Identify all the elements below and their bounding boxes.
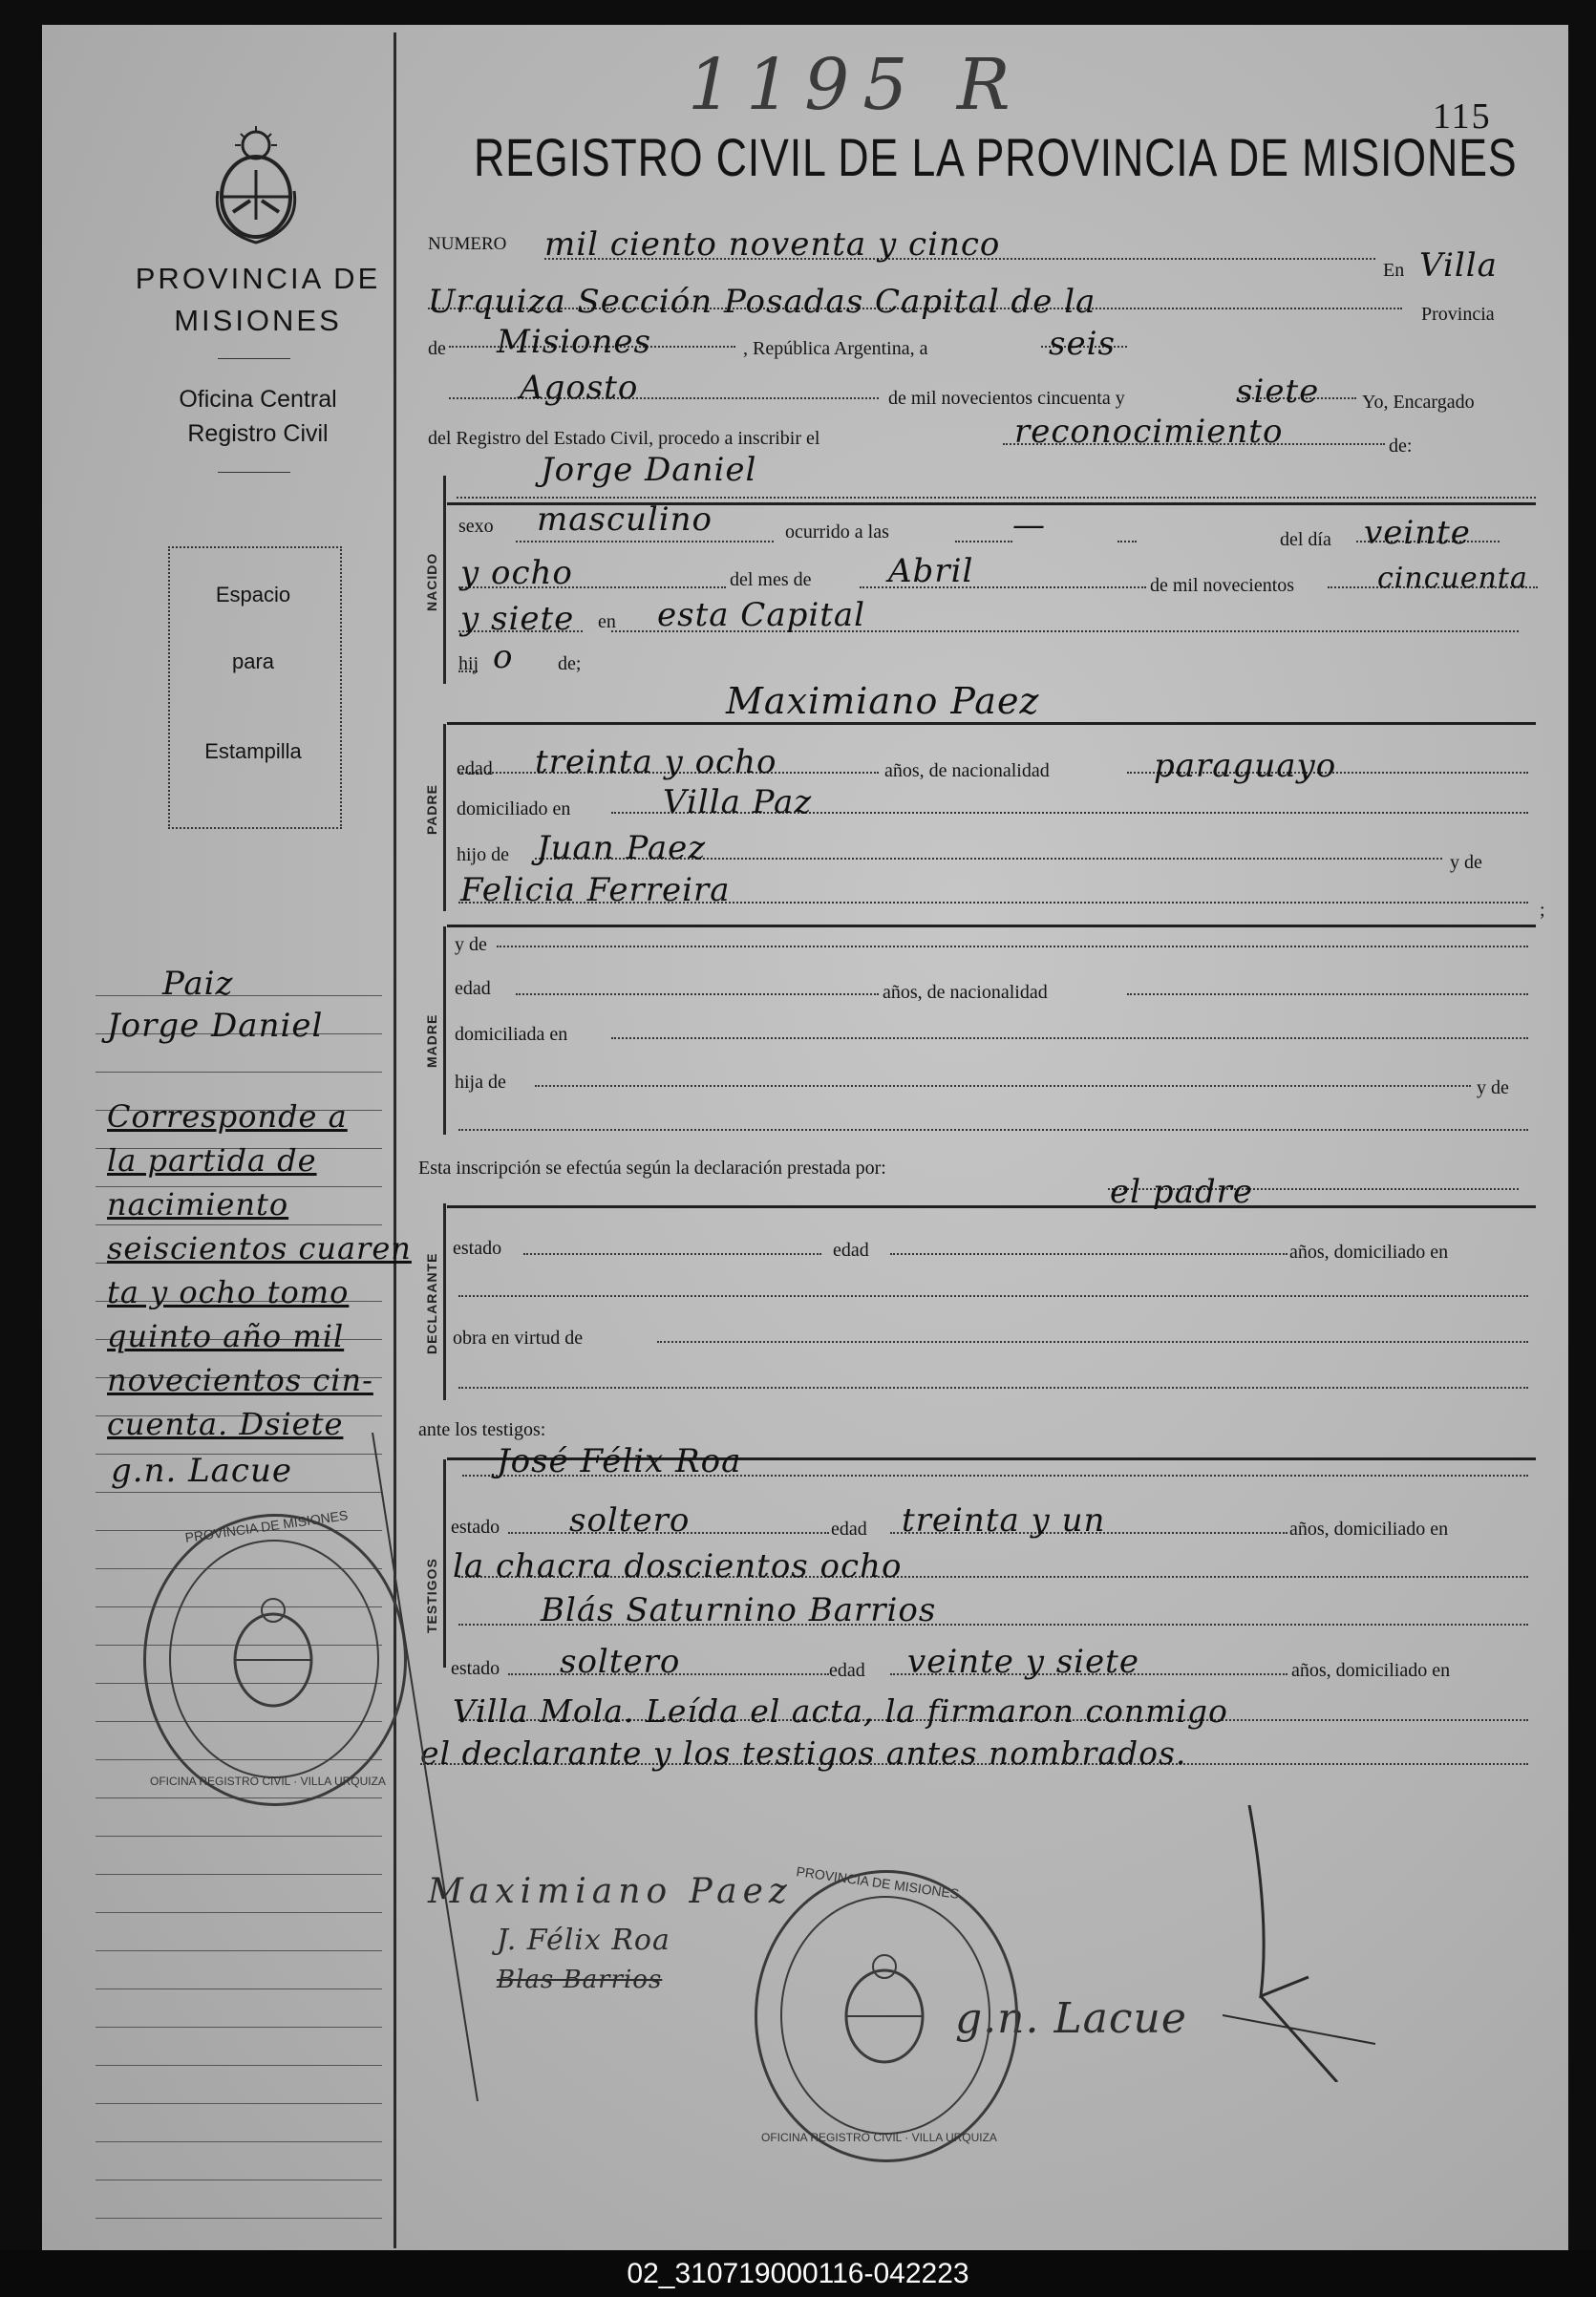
- label-de: de: [428, 338, 446, 359]
- seal-text-bottom: OFICINA REGISTRO CIVIL · VILLA URQUIZA: [150, 1775, 386, 1788]
- fill-line: [458, 1129, 1528, 1131]
- value-numero: mil ciento noventa y cinco: [544, 225, 1001, 264]
- section-tab-padre: PADRE: [424, 784, 439, 835]
- signature-3: Blas Barrios: [497, 1966, 663, 1994]
- label-t1-edad: edad: [831, 1519, 867, 1540]
- signature-4: g.n. Lacue: [955, 1994, 1187, 2043]
- margin-rule: [96, 995, 382, 996]
- stamp-label-1: Espacio: [215, 583, 291, 606]
- value-t2-edad: veinte y siete: [907, 1643, 1139, 1681]
- record-number-handwritten: 1195 R: [688, 44, 1024, 126]
- child-name: Jorge Daniel: [541, 451, 757, 489]
- value-dia2: y ocho: [460, 554, 573, 592]
- stamp-label-2: para: [231, 649, 275, 673]
- value-lugar: esta Capital: [657, 596, 866, 634]
- divider: [218, 472, 290, 473]
- label-decl-obra: obra en virtud de: [453, 1328, 584, 1349]
- label-hij: hij: [458, 653, 479, 674]
- value-en: Villa: [1419, 246, 1498, 285]
- margin-rule: [96, 1950, 382, 1951]
- footer-code: 02_310719000116-042223: [0, 2250, 1596, 2297]
- fill-line: [516, 993, 879, 995]
- label-t1-anos: años, domiciliado en: [1289, 1519, 1449, 1540]
- label-testigos: ante los testigos:: [418, 1419, 546, 1440]
- value-nac-year1: cincuenta: [1377, 562, 1528, 595]
- section-tab-testigos: TESTIGOS: [424, 1558, 439, 1633]
- fill-line: [535, 1085, 1471, 1087]
- fill-line: [523, 1253, 821, 1255]
- label-padre-edad: edad: [457, 758, 493, 779]
- fill-line: [1117, 541, 1137, 542]
- margin-rule: [96, 2141, 382, 2142]
- bracket-padre: [443, 724, 446, 911]
- label-madre-hija: hija de: [455, 1072, 506, 1093]
- label-encargado: Yo, Encargado: [1362, 392, 1475, 413]
- fill-line: [458, 1387, 1528, 1389]
- label-padre-yde: y de: [1450, 852, 1482, 873]
- signature-flourish: [1223, 1805, 1394, 2082]
- seal-arms-icon: [832, 1949, 937, 2074]
- label-t2-edad: edad: [829, 1660, 865, 1681]
- value-sexo: masculino: [537, 500, 713, 539]
- margin-rule: [96, 2103, 382, 2104]
- value-t1-dom: la chacra doscientos ocho: [453, 1547, 903, 1585]
- value-location: Urquiza Sección Posadas Capital de la: [428, 283, 1096, 321]
- section-tab-madre: MADRE: [424, 1013, 439, 1068]
- fill-line: [516, 541, 774, 542]
- margin-rule: [96, 2065, 382, 2066]
- fill-line: [611, 1037, 1528, 1039]
- office-line1: Oficina Central: [179, 386, 337, 413]
- value-day: seis: [1049, 325, 1116, 363]
- value-hour: —: [1012, 506, 1046, 544]
- signature-2: J. Félix Roa: [497, 1924, 670, 1957]
- label-madre-nac: años, de nacionalidad: [883, 982, 1048, 1003]
- label-decl-edad: edad: [833, 1240, 869, 1261]
- value-month: Agosto: [520, 369, 639, 407]
- value-act: reconocimiento: [1014, 413, 1284, 451]
- bracket-nacido: [443, 476, 446, 684]
- margin-note-line: la partida de: [107, 1142, 317, 1179]
- value-t2-name: Blás Saturnino Barrios: [541, 1591, 937, 1629]
- margin-rule: [96, 1224, 382, 1225]
- margin-note-line: ta y ocho tomo: [107, 1274, 350, 1310]
- label-madre-edad: edad: [455, 978, 491, 999]
- margin-note-line: nacimiento: [107, 1186, 289, 1223]
- province-title: PROVINCIA DE MISIONES: [135, 262, 381, 337]
- label-mes: del mes de: [730, 569, 812, 590]
- margin-note-line: novecientos cin-: [107, 1362, 373, 1398]
- label-padre-dom: domiciliado en: [457, 798, 571, 819]
- father-name: Maximiano Paez: [726, 680, 1040, 722]
- label-padre-hijo: hijo de: [457, 844, 509, 865]
- label-mil: de mil novecientos: [1150, 575, 1295, 596]
- fill-line: [457, 497, 1536, 499]
- fill-line: [449, 397, 879, 399]
- page-number: 115: [1433, 96, 1492, 137]
- label-decl-estado: estado: [453, 1238, 502, 1259]
- fill-line: [458, 1295, 1528, 1297]
- label-declaracion: Esta inscripción se efectúa según la declaración prestada por:: [418, 1158, 886, 1179]
- fill-line: [1127, 993, 1528, 995]
- value-padre-edad: treinta y ocho: [535, 743, 777, 781]
- seal-text-top: PROVINCIA DE MISIONES: [183, 1507, 350, 1545]
- value-dia1: veinte: [1364, 514, 1471, 552]
- seal-text-bottom: OFICINA REGISTRO CIVIL · VILLA URQUIZA: [761, 2131, 997, 2144]
- label-de-colon: de:: [1389, 436, 1413, 457]
- value-padre-nac: paraguayo: [1154, 747, 1337, 785]
- margin-rule: [96, 1492, 382, 1493]
- bracket-madre: [443, 926, 446, 1135]
- section-tab-nacido: NACIDO: [424, 552, 439, 611]
- margin-note-line: seiscientos cuaren: [107, 1230, 412, 1266]
- label-padre-semicolon: ;: [1540, 900, 1545, 921]
- label-sexo: sexo: [458, 516, 494, 537]
- label-hij-de: de;: [558, 653, 582, 674]
- label-ocurrido: ocurrido a las: [785, 521, 889, 542]
- margin-rule: [96, 1836, 382, 1837]
- value-nac-year2: y siete: [460, 600, 575, 638]
- stamp-label-3: Estampilla: [204, 739, 302, 763]
- label-t1-estado: estado: [451, 1517, 500, 1538]
- label-registro: del Registro del Estado Civil, procedo a inscribir el: [428, 428, 820, 449]
- value-padre-hijo: Juan Paez: [537, 829, 707, 867]
- label-decl-anos: años, domiciliado en: [1289, 1242, 1449, 1263]
- value-closing: el declarante y los testigos antes nombrados.: [420, 1734, 1187, 1772]
- value-t1-edad: treinta y un: [902, 1501, 1106, 1540]
- margin-rule: [96, 1912, 382, 1913]
- margin-stroke: [363, 1433, 497, 2101]
- section-rule: [447, 1205, 1536, 1208]
- label-t2-anos: años, domiciliado en: [1291, 1660, 1451, 1681]
- label-en: En: [1383, 260, 1405, 281]
- value-padre-madre: Felicia Ferreira: [460, 871, 731, 909]
- margin-rule: [96, 1874, 382, 1875]
- margin-rule: [96, 2027, 382, 2028]
- label-nac-en: en: [598, 611, 616, 632]
- value-provincia: Misiones: [497, 323, 651, 361]
- fill-line: [1309, 258, 1375, 260]
- label-padre-nac: años, de nacionalidad: [884, 760, 1050, 781]
- section-rule: [447, 722, 1536, 725]
- coat-of-arms-icon: [212, 124, 300, 245]
- value-t2-estado: soltero: [560, 1643, 681, 1681]
- value-hij: o: [493, 638, 514, 676]
- seal-arms-icon: [221, 1593, 326, 1717]
- section-tab-declarante: DECLARANTE: [424, 1252, 439, 1354]
- margin-note-line: Corresponde a: [107, 1098, 348, 1135]
- margin-initials: g.n. Lacue: [111, 1452, 292, 1490]
- value-t1-name: José Félix Roa: [497, 1442, 742, 1480]
- margin-rule: [96, 2218, 382, 2219]
- section-rule: [447, 925, 1536, 927]
- margin-name2: Jorge Daniel: [107, 1007, 324, 1045]
- value-t1-estado: soltero: [569, 1501, 691, 1540]
- office-line2: Registro Civil: [187, 420, 329, 447]
- label-madre-yde-end: y de: [1477, 1077, 1509, 1098]
- label-numero: NUMERO: [428, 234, 507, 254]
- margin-name1: Paiz: [162, 965, 234, 1003]
- margin-rule: [96, 1072, 382, 1073]
- label-del-dia: del día: [1280, 529, 1331, 550]
- bracket-declarante: [443, 1203, 446, 1400]
- office-seal-right: [755, 1863, 1018, 2162]
- fill-line: [890, 1253, 1287, 1255]
- label-madre-dom: domiciliada en: [455, 1024, 568, 1045]
- value-year: siete: [1236, 372, 1320, 411]
- label-t2-estado: estado: [451, 1658, 500, 1679]
- fill-line: [497, 946, 1528, 947]
- label-provincia: Provincia: [1421, 304, 1495, 325]
- divider: [218, 358, 290, 359]
- label-republica: , República Argentina, a: [743, 338, 928, 359]
- value-padre-dom: Villa Paz: [663, 783, 813, 821]
- label-year: de mil novecientos cincuenta y: [888, 388, 1125, 409]
- margin-note-line: cuenta. Dsiete: [107, 1406, 344, 1442]
- seal-text-top: PROVINCIA DE MISIONES: [795, 1863, 961, 1902]
- fill-line: [657, 1341, 1528, 1343]
- value-declaracion: el padre: [1110, 1173, 1253, 1211]
- signature-1: Maximiano Paez: [428, 1872, 793, 1911]
- margin-note-line: quinto año mil: [107, 1318, 345, 1354]
- value-mes: Abril: [888, 552, 974, 590]
- label-madre-yde: y de: [455, 934, 487, 955]
- page-title: REGISTRO CIVIL DE LA PROVINCIA DE MISIONES: [474, 127, 1518, 187]
- value-t2-dom: Villa Mola. Leída el acta, la firmaron conmigo: [453, 1692, 1228, 1730]
- fill-line: [955, 541, 1012, 542]
